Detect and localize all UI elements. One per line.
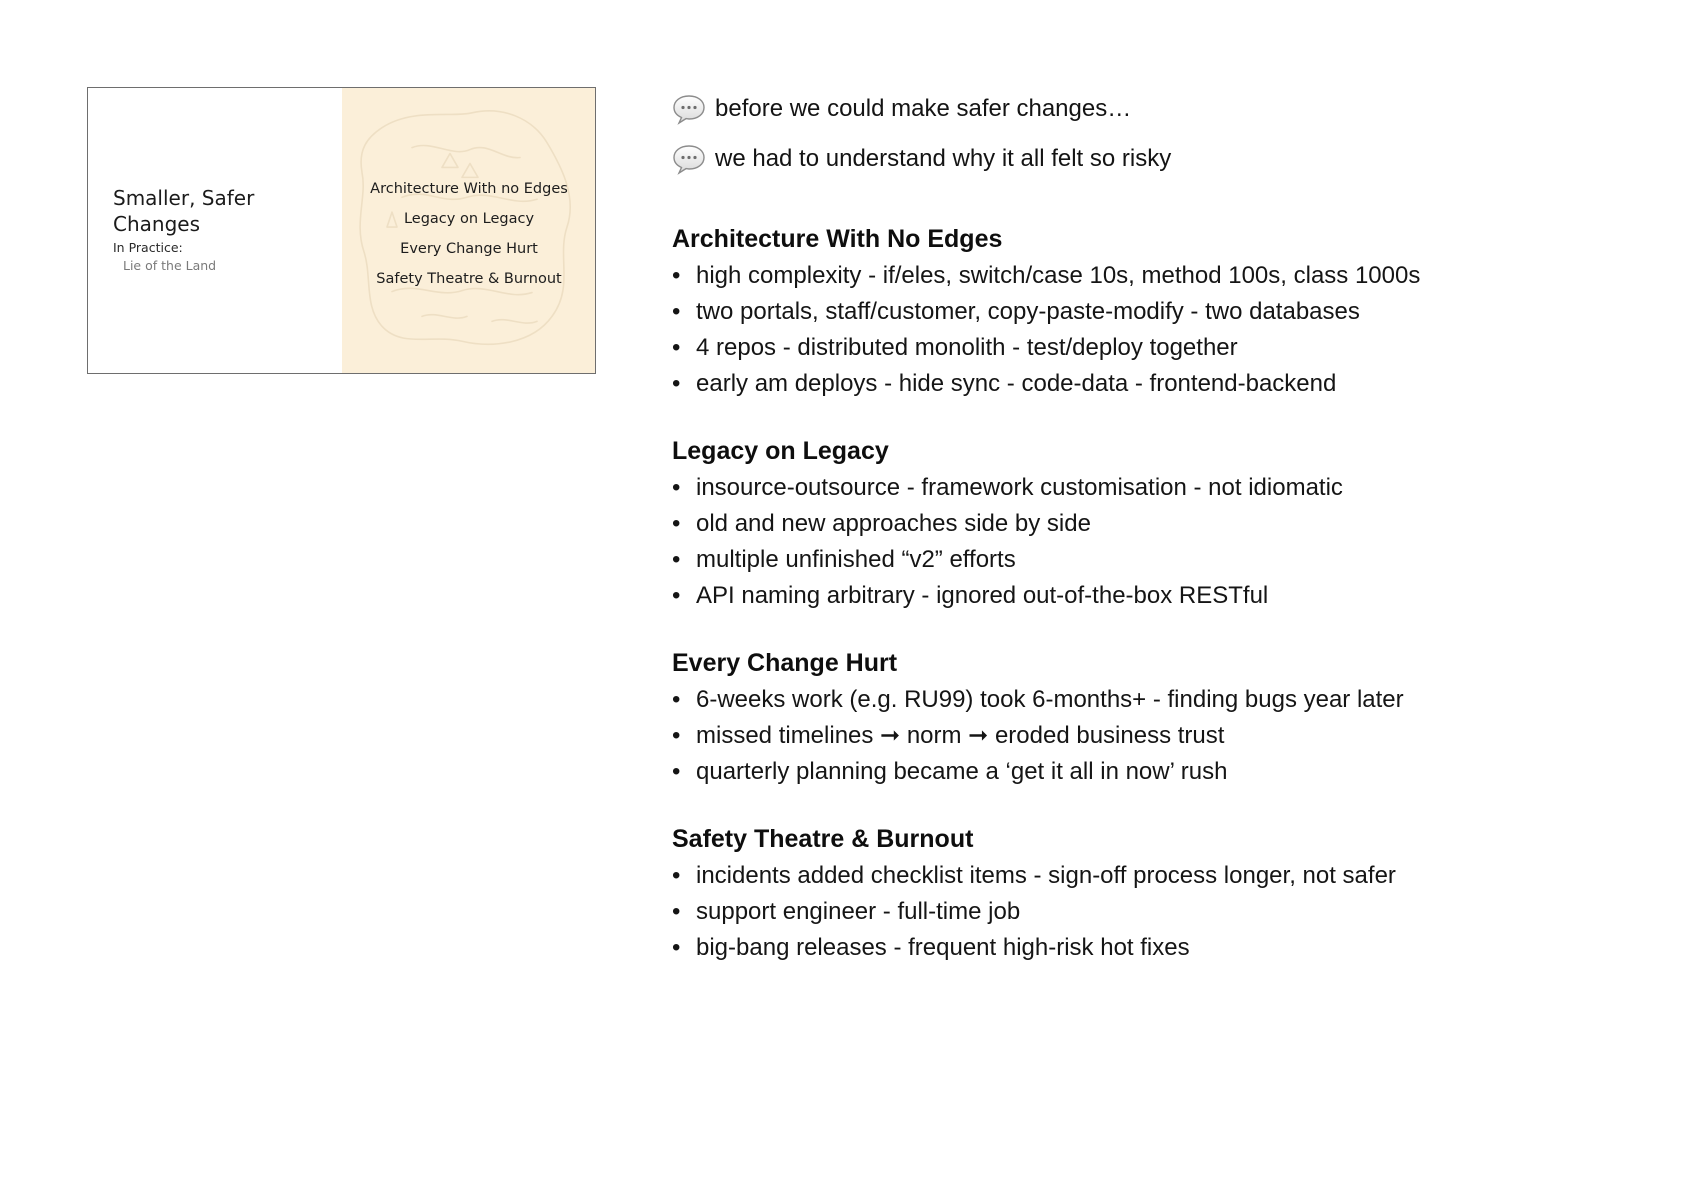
intro-line xyxy=(672,90,1662,128)
list-item-text: insource-outsource - framework customisation - not idiomatic xyxy=(696,474,1343,501)
list-item xyxy=(672,470,1662,506)
notes-section xyxy=(672,822,1662,966)
bullet-icon: • xyxy=(672,722,681,749)
list-item xyxy=(672,682,1662,718)
list-item xyxy=(672,718,1662,754)
slide-subtitle: In Practice: xyxy=(113,240,183,255)
intro-line xyxy=(672,140,1662,178)
slide-topic: Every Change Hurt xyxy=(400,241,538,257)
list-item-text: 6-weeks work (e.g. RU99) took 6-months+ - finding bugs year later xyxy=(696,686,1404,713)
bullet-icon: • xyxy=(672,298,681,325)
slide-topics-panel xyxy=(342,88,596,373)
bullet-icon: • xyxy=(672,758,681,785)
bullet-icon: • xyxy=(672,898,681,925)
slide-title: Smaller, Safer Changes xyxy=(113,186,255,236)
slide-topic: Architecture With no Edges xyxy=(370,181,568,197)
list-item xyxy=(672,930,1662,966)
list-item-text: old and new approaches side by side xyxy=(696,510,1091,537)
speaker-notes xyxy=(672,90,1662,966)
slide-topic-list xyxy=(342,174,596,294)
bullet-icon: • xyxy=(672,262,681,289)
bullet-icon: • xyxy=(672,474,681,501)
bullet-icon: • xyxy=(672,582,681,609)
list-item xyxy=(672,294,1662,330)
list-item-text: high complexity - if/eles, switch/case 10s, method 100s, class 1000s xyxy=(696,262,1421,289)
list-item-text: missed timelines ➞ norm ➞ eroded business trust xyxy=(696,722,1225,749)
intro-text: before we could make safer changes… xyxy=(715,95,1132,122)
list-item-text: quarterly planning became a ‘get it all in now’ rush xyxy=(696,758,1228,785)
section-heading: Safety Theatre & Burnout xyxy=(672,825,974,853)
list-item-text: incidents added checklist items - sign-off process longer, not safer xyxy=(696,862,1396,889)
notes-section xyxy=(672,434,1662,614)
speech-bubble-icon xyxy=(672,93,706,125)
bullet-icon: • xyxy=(672,546,681,573)
list-item-text: early am deploys - hide sync - code-data - frontend-backend xyxy=(696,370,1337,397)
notes-section xyxy=(672,646,1662,790)
list-item xyxy=(672,366,1662,402)
list-item-text: support engineer - full-time job xyxy=(696,898,1021,925)
list-item xyxy=(672,258,1662,294)
list-item-text: API naming arbitrary - ignored out-of-the-box RESTful xyxy=(696,582,1269,609)
list-item-text: two portals, staff/customer, copy-paste-modify - two databases xyxy=(696,298,1360,325)
bullet-icon: • xyxy=(672,370,681,397)
speech-bubble-icon xyxy=(672,143,706,175)
section-heading: Legacy on Legacy xyxy=(672,437,889,465)
list-item xyxy=(672,578,1662,614)
intro-text: we had to understand why it all felt so risky xyxy=(715,145,1172,172)
slide-thumbnail xyxy=(87,87,596,374)
list-item xyxy=(672,754,1662,790)
slide-topic: Safety Theatre & Burnout xyxy=(376,271,562,287)
bullet-icon: • xyxy=(672,510,681,537)
list-item xyxy=(672,506,1662,542)
notes-section xyxy=(672,222,1662,402)
list-item-text: big-bang releases - frequent high-risk hot fixes xyxy=(696,934,1190,961)
slide-title-panel xyxy=(88,88,343,373)
list-item xyxy=(672,330,1662,366)
bullet-icon: • xyxy=(672,934,681,961)
list-item-text: multiple unfinished “v2” efforts xyxy=(696,546,1016,573)
bullet-icon: • xyxy=(672,334,681,361)
slide-topic: Legacy on Legacy xyxy=(403,211,535,227)
bullet-icon: • xyxy=(672,862,681,889)
list-item xyxy=(672,894,1662,930)
slide-subsubtitle: Lie of the Land xyxy=(123,258,217,273)
bullet-icon: • xyxy=(672,686,681,713)
section-heading: Every Change Hurt xyxy=(672,649,898,677)
list-item xyxy=(672,858,1662,894)
section-heading: Architecture With No Edges xyxy=(672,225,1003,253)
list-item-text: 4 repos - distributed monolith - test/deploy together xyxy=(696,334,1238,361)
list-item xyxy=(672,542,1662,578)
